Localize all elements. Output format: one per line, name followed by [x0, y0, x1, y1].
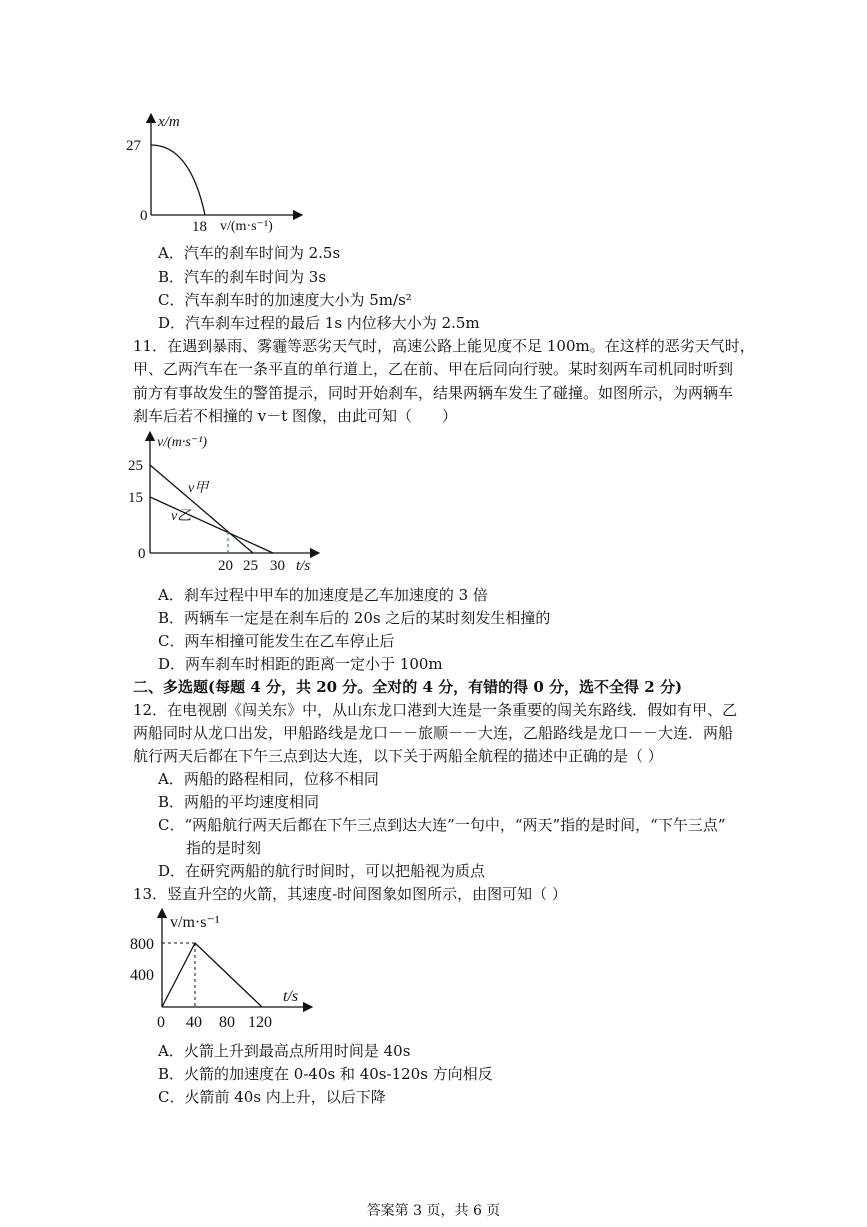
section2-title: 二、多选题(每题 4 分，共 20 分。全对的 4 分，有错的得 0 分，选不全得 2 分): [133, 678, 683, 696]
graph3-y-tick-800: 800: [130, 936, 154, 953]
graph-v-t-cars: [120, 428, 330, 576]
q13-text-1: 13．竖直升空的火箭，其速度-时间图象如图所示，由图可知（ ）: [133, 885, 567, 903]
q12-option-c-cont: 指的是时刻: [186, 839, 262, 857]
q12-text-3: 航行两天后都在下午三点到达大连，以下关于两船全航程的描述中正确的是（ ）: [133, 747, 663, 765]
graph3-x-tick-0: 0: [157, 1014, 165, 1031]
graph2-y-tick-25: 25: [128, 458, 143, 474]
graph2-y-tick-15: 15: [128, 490, 143, 506]
q11-option-a: A．刹车过程中甲车的加速度是乙车加速度的 3 倍: [158, 586, 488, 604]
graph1-y-label: x/m: [158, 114, 180, 130]
q10-option-d: D．汽车刹车过程的最后 1s 内位移大小为 2.5m: [158, 314, 480, 332]
q12-option-d: D．在研究两船的航行时间时，可以把船视为质点: [158, 862, 486, 880]
graph-rocket-v-t: [120, 905, 320, 1035]
graph2-label-jia: v甲: [188, 481, 209, 496]
q11-text-3: 前方有事故发生的警笛提示，同时开始刹车，结果两辆车发生了碰撞。如图所示，为两辆车: [133, 384, 734, 402]
q13-option-a: A．火箭上升到最高点所用时间是 40s: [158, 1042, 411, 1060]
graph2-label-yi: v乙: [171, 509, 192, 524]
q13-option-b: B．火箭的加速度在 0-40s 和 40s-120s 方向相反: [158, 1065, 493, 1083]
q12-option-b: B．两船的平均速度相同: [158, 793, 320, 811]
graph-x-v: [120, 108, 310, 233]
graph3-x-label: t/s: [283, 988, 299, 1005]
graph1-x-tick: 18: [192, 219, 207, 233]
graph2-y-tick-0: 0: [138, 546, 146, 562]
graph2-y-label: v/(m·s⁻¹): [157, 435, 208, 450]
q13-option-c: C．火箭前 40s 内上升，以后下降: [158, 1088, 386, 1106]
graph2-x-label: t/s: [296, 558, 311, 574]
graph3-line-rise: [162, 943, 195, 1007]
page-footer: 答案第 3 页，共 6 页: [366, 1203, 501, 1219]
q10-option-b: B．汽车的刹车时间为 3s: [158, 268, 327, 286]
graph2-line-jia: [150, 465, 253, 553]
graph3-x-tick-80: 80: [219, 1014, 235, 1031]
graph3-y-tick-400: 400: [130, 967, 154, 984]
q10-option-c: C．汽车刹车时的加速度大小为 5m/s²: [158, 291, 412, 309]
graph2-x-tick-30: 30: [270, 558, 285, 574]
graph2-x-tick-20: 20: [218, 558, 233, 574]
graph3-line-fall: [195, 943, 262, 1007]
graph1-x-label: v/(m·s⁻¹): [220, 219, 273, 233]
q11-option-d: D．两车刹车时相距的距离一定小于 100m: [158, 655, 443, 673]
graph3-x-tick-40: 40: [186, 1014, 202, 1031]
graph2-line-yi: [150, 497, 273, 553]
graph1-origin: 0: [140, 208, 148, 224]
q12-option-a: A．两船的路程相同，位移不相同: [158, 770, 379, 788]
graph1-y-tick: 27: [126, 138, 141, 154]
q12-option-c: C．“两船航行两天后都在下午三点到达大连”一句中，“两天”指的是时间，“下午三点”: [158, 816, 726, 834]
q11-text-2: 甲、乙两汽车在一条平直的单行道上，乙在前、甲在后同向行驶。某时刻两车司机同时听到: [133, 360, 734, 378]
q11-option-c: C．两车相撞可能发生在乙车停止后: [158, 632, 395, 650]
graph3-x-tick-120: 120: [248, 1014, 272, 1031]
q12-text-2: 两船同时从龙口出发，甲船路线是龙口－－旅顺－－大连，乙船路线是龙口－－大连．两船: [133, 724, 734, 742]
q10-option-a: A．汽车的刹车时间为 2.5s: [158, 244, 341, 262]
q11-option-b: B．两辆车一定是在刹车后的 20s 之后的某时刻发生相撞的: [158, 609, 551, 627]
q11-text-4: 刹车后若不相撞的 v－t 图像，由此可知（ ）: [133, 407, 458, 425]
graph3-y-label: v/m·s⁻¹: [170, 914, 220, 931]
graph2-x-tick-25: 25: [243, 558, 258, 574]
q11-text-1: 11．在遇到暴雨、雾霾等恶劣天气时，高速公路上能见度不足 100m。在这样的恶劣天气时，: [133, 337, 755, 355]
q12-text-1: 12．在电视剧《闯关东》中，从山东龙口港到大连是一条重要的闯关东路线．假如有甲、乙: [133, 701, 738, 719]
graph1-curve: [151, 145, 205, 215]
